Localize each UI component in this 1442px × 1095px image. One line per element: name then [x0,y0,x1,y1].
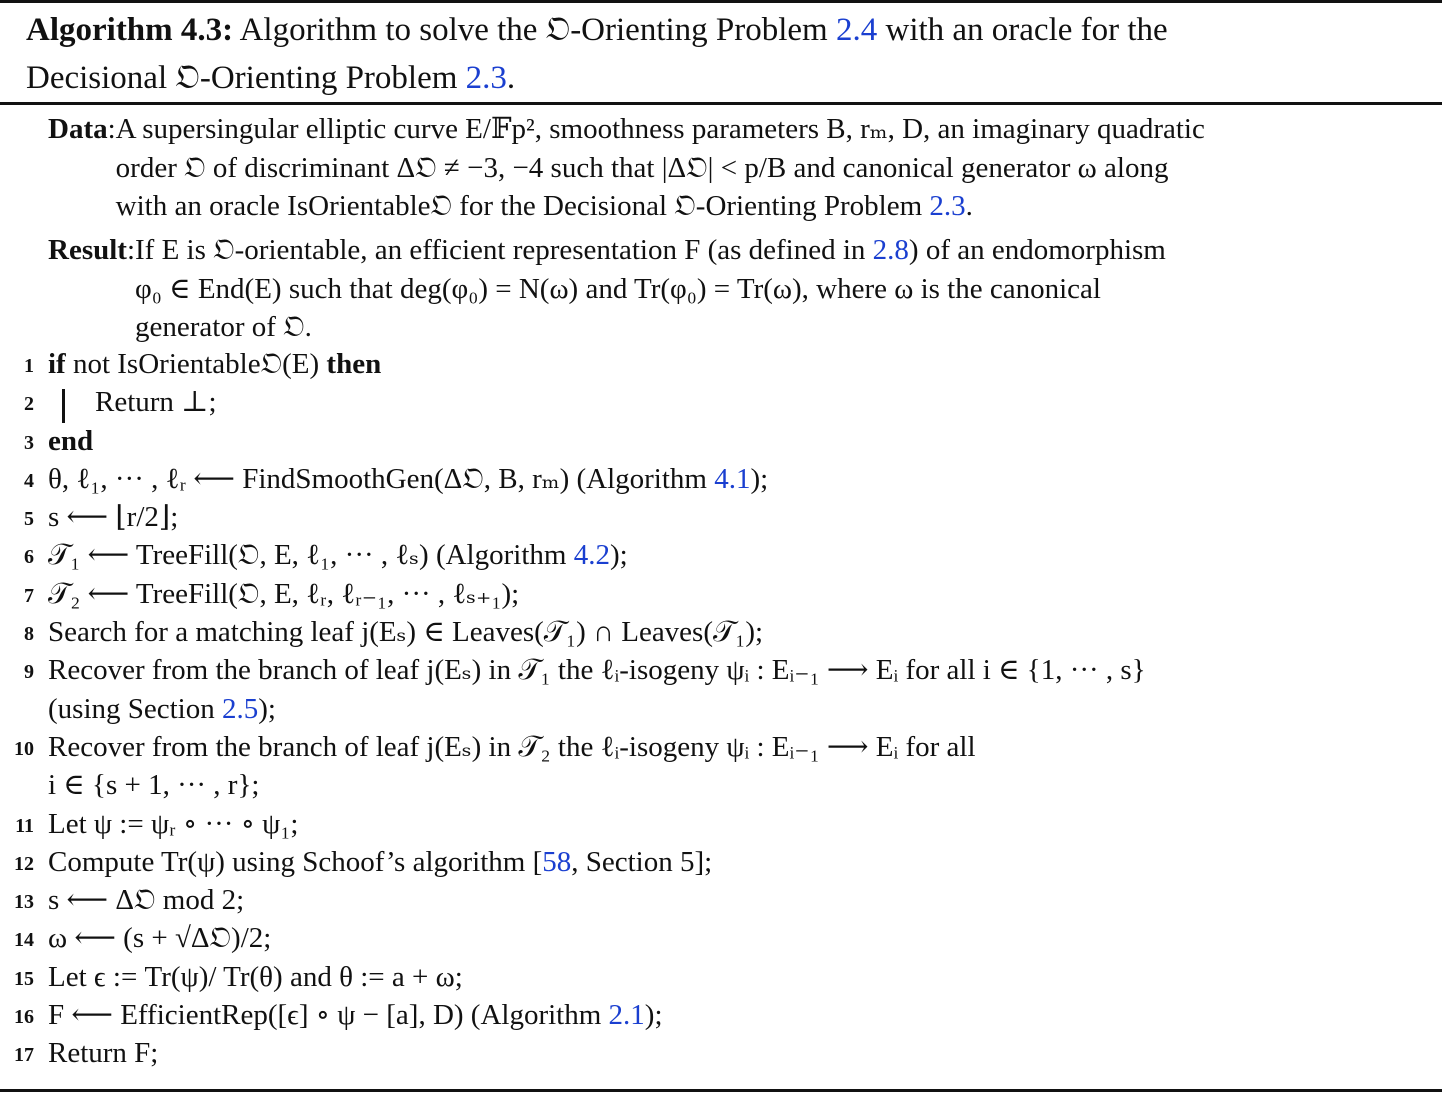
ref-link-2-8[interactable]: 2.8 [872,234,909,266]
keyword-end: end [48,424,94,457]
algorithm-title [26,6,1422,102]
step-text: Search for a matching leaf j(Eₛ) ∈ Leaves(𝒯₁) ∩ Leaves(𝒯₁); [48,616,764,649]
step-text: Return F; [48,1037,159,1070]
step-12 [0,843,1422,881]
line-number: 13 [14,891,34,914]
step-11 [0,805,1422,843]
result-line-1b: ) of an endomorphism [908,234,1166,266]
step-text: s ⟵ ⌊r/2⌋; [48,501,179,534]
line-number: 9 [24,661,34,684]
ref-link-58[interactable]: 58 [542,845,572,878]
ref-link-4-2[interactable]: 4.2 [573,539,610,572]
line-number: 8 [24,623,34,646]
line-number: 3 [24,431,34,454]
line-number: 16 [14,1006,34,1029]
step-text-after: ); [750,462,769,495]
step-2 [0,383,1422,421]
result-line-2: φ₀ ∈ End(E) such that deg(φ₀) = N(ω) and Tr(φ₀) = Tr(ω), where ω is the canonical [135,272,1101,305]
ref-link-data-2-3[interactable]: 2.3 [929,190,966,222]
step-text: Let ψ := ψᵣ ∘ ··· ∘ ψ₁; [48,807,299,840]
data-line-1: A supersingular elliptic curve E/𝔽p², smoothness parameters B, rₘ, D, an imaginary quadratic [115,113,1205,145]
step-10 [0,728,1422,766]
step-text: Recover from the branch of leaf j(Eₛ) in 𝒯₂ the ℓᵢ-isogeny ψᵢ : Eᵢ₋₁ ⟶ Eᵢ for all [48,730,976,763]
line-number: 17 [14,1044,34,1067]
step-text: Let ϵ := Tr(ψ)/ Tr(θ) and θ := a + ω; [48,960,463,993]
result-label: Result [48,234,127,266]
keyword-then: then [326,348,382,380]
step-text-after: ); [644,999,663,1032]
step-5 [0,498,1422,536]
line-number: 15 [14,967,34,990]
line-number: 14 [14,929,34,952]
step-15 [0,958,1422,996]
step-17 [0,1034,1422,1072]
step-cont-after: ); [258,692,276,725]
step-text: s ⟵ Δ𝔒 mod 2; [48,884,245,917]
result-line-3: generator of 𝔒. [135,311,312,343]
data-line-3a: with an oracle IsOrientable𝔒 for the Decisional 𝔒-Orienting Problem [115,190,930,222]
algorithm-steps [0,345,1422,1073]
ref-link-4-1[interactable]: 4.1 [714,462,751,495]
line-number: 5 [24,508,34,531]
step-1 [0,345,1422,383]
step-text: ω ⟵ (s + √Δ𝔒)/2; [48,922,272,955]
step-6 [0,536,1422,574]
line-number: 10 [14,737,34,760]
step-text: Return ⊥; [95,386,217,419]
step-3 [0,422,1422,460]
data-sep: : [107,113,116,145]
algorithm-label: Algorithm 4.3: [26,12,234,48]
header-rule [0,102,1442,105]
step-text-after: ); [609,539,628,572]
line-number: 2 [24,393,34,416]
title-text-1: Algorithm to solve the 𝔒-Orienting Problem [233,12,836,48]
block-bar [62,389,65,423]
step-text: 𝒯₁ ⟵ TreeFill(𝔒, E, ℓ₁, ··· , ℓₛ) (Algorithm [48,539,574,572]
step-text: 𝒯₂ ⟵ TreeFill(𝔒, E, ℓᵣ, ℓᵣ₋₁, ··· , ℓₛ₊₁); [48,577,520,610]
step-9-continuation [0,690,1422,728]
line-number: 4 [24,469,34,492]
ref-link-2-1[interactable]: 2.1 [608,999,645,1032]
title-text-3: Decisional 𝔒-Orienting Problem [26,60,466,96]
step-text: Compute Tr(ψ) using Schoof’s algorithm [ [48,845,543,878]
data-line-3b: . [965,190,973,222]
step-16 [0,996,1422,1034]
step-text: θ, ℓ₁, ··· , ℓᵣ ⟵ FindSmoothGen(Δ𝔒, B, rₘ) (Algorithm [48,462,715,495]
step-9 [0,651,1422,689]
ref-link-2-5[interactable]: 2.5 [222,692,259,725]
bottom-rule [0,1089,1442,1092]
step-13 [0,881,1422,919]
data-line-2: order 𝔒 of discriminant Δ𝔒 ≠ −3, −4 such that |Δ𝔒| < p/B and canonical generator ω along [115,151,1169,184]
top-rule [0,0,1442,3]
ref-link-2-3[interactable]: 2.3 [465,60,507,96]
result-section [48,231,1416,347]
step-cont-text: i ∈ {s + 1, ··· , r}; [48,769,260,802]
step-4 [0,460,1422,498]
ref-link-2-4[interactable]: 2.4 [835,12,878,48]
line-number: 7 [24,584,34,607]
step-text: Recover from the branch of leaf j(Eₛ) in 𝒯₁ the ℓᵢ-isogeny ψᵢ : Eᵢ₋₁ ⟶ Eᵢ for all i ∈ {1, ··· , s} [48,654,1146,687]
step-8 [0,613,1422,651]
line-number: 1 [24,355,34,377]
step-text: F ⟵ EfficientRep([ϵ] ∘ ψ − [a], D) (Algorithm [48,999,609,1032]
line-number: 6 [24,546,34,569]
result-line-1a: If E is 𝔒-orientable, an efficient representation F (as defined in [135,234,873,266]
step-7 [0,575,1422,613]
step-14 [0,919,1422,957]
step-10-continuation [0,766,1422,804]
line-number: 12 [14,852,34,875]
data-section [48,110,1416,226]
step-cont-text: (using Section [48,692,222,725]
title-end: . [506,60,516,96]
title-text-2: with an oracle for the [877,12,1168,48]
step-text-after: , Section 5]; [571,845,713,878]
keyword-if: if [48,348,66,380]
line-number: 11 [15,814,34,837]
step-text: not IsOrientable𝔒(E) [65,348,327,380]
data-label: Data [48,113,108,145]
result-sep: : [126,234,136,266]
